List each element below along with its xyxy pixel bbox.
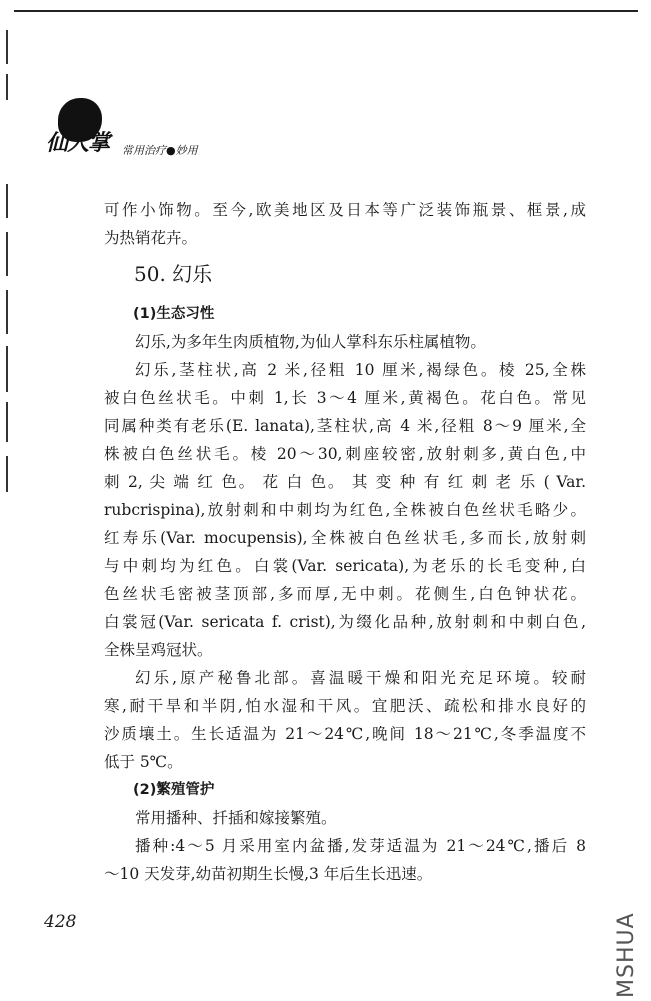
text-line: 播种:4～5 月采用室内盆播,发芽适温为 21～24℃,播后 8 [135,837,586,855]
text-line: ～10 天发芽,幼苗初期生长慢,3 年后生长迅速。 [104,865,433,883]
text-line: 被白色丝状毛。中刺 1,长 3～4 厘米,黄褐色。花白色。常见 [104,389,586,407]
text-line: 白裳冠(Var. sericata f. crist),为缀化品种,放射刺和中刺白色, [104,613,586,631]
top-rule [14,10,638,12]
subsection-heading: (2)繁殖管护 [133,782,215,798]
text-line: 与中刺均为红色。白裳(Var. sericata),为老乐的长毛变种,白 [104,557,586,575]
paragraph: 常用播种、扦插和嫁接繁殖。 [135,809,337,827]
text-line: 红寿乐(Var. mocupensis),全株被白色丝状毛,多而长,放射刺 [104,529,586,547]
section-title: 50. 幻乐 [134,262,213,286]
subsection-heading: (1)生态习性 [133,306,215,322]
scan-mark [6,290,8,334]
scan-mark [6,402,8,442]
text-line: 为热销花卉。 [104,229,198,247]
paragraph: 幻乐,为多年生肉质植物,为仙人掌科东乐柱属植物。 [135,333,486,351]
section-body [104,300,586,888]
watermark [606,880,646,1000]
scan-mark [6,30,8,64]
book-header-logo [44,96,224,166]
text-line: 低于 5℃。 [104,753,183,771]
text-line: rubcrispina),放射刺和中刺均为红色,全株被白色丝状毛略少。 [104,501,586,519]
page-number: 428 [44,912,77,932]
text-line: 刺 2, 尖 端 红 色。 花 白 色。 其 变 种 有 红 刺 老 乐 ( Var. [104,473,586,491]
text-line: 沙质壤土。生长适温为 21～24℃,晚间 18～21℃,冬季温度不 [104,725,586,743]
text-line: 全株呈鸡冠状。 [104,641,213,659]
text-line: 幻乐,原产秘鲁北部。喜温暖干燥和阳光充足环境。较耐 [135,669,586,687]
book-subtitle: 常用治疗●妙用 [122,144,198,157]
scan-mark [6,184,8,218]
book-title: 仙人掌 [46,130,110,156]
scan-mark [6,456,8,492]
text-line: 可作小饰物。至今,欧美地区及日本等广泛装饰瓶景、框景,成 [104,201,586,219]
watermark-text: MSHUA [614,912,639,998]
intro-paragraph [104,196,586,252]
scan-mark [6,74,8,100]
text-line: 幻乐,茎柱状,高 2 米,径粗 10 厘米,褐绿色。棱 25,全株 [135,361,586,379]
text-line: 寒,耐干旱和半阴,怕水湿和干风。宜肥沃、疏松和排水良好的 [104,697,586,715]
text-line: 同属种类有老乐(E. lanata),茎柱状,高 4 米,径粗 8～9 厘米,全 [104,417,586,435]
scan-mark [6,232,8,276]
text-line: 色丝状毛密被茎顶部,多而厚,无中刺。花侧生,白色钟状花。 [104,585,586,603]
text-line: 株被白色丝状毛。棱 20～30,刺座较密,放射刺多,黄白色,中 [104,445,586,463]
scan-mark [6,346,8,392]
